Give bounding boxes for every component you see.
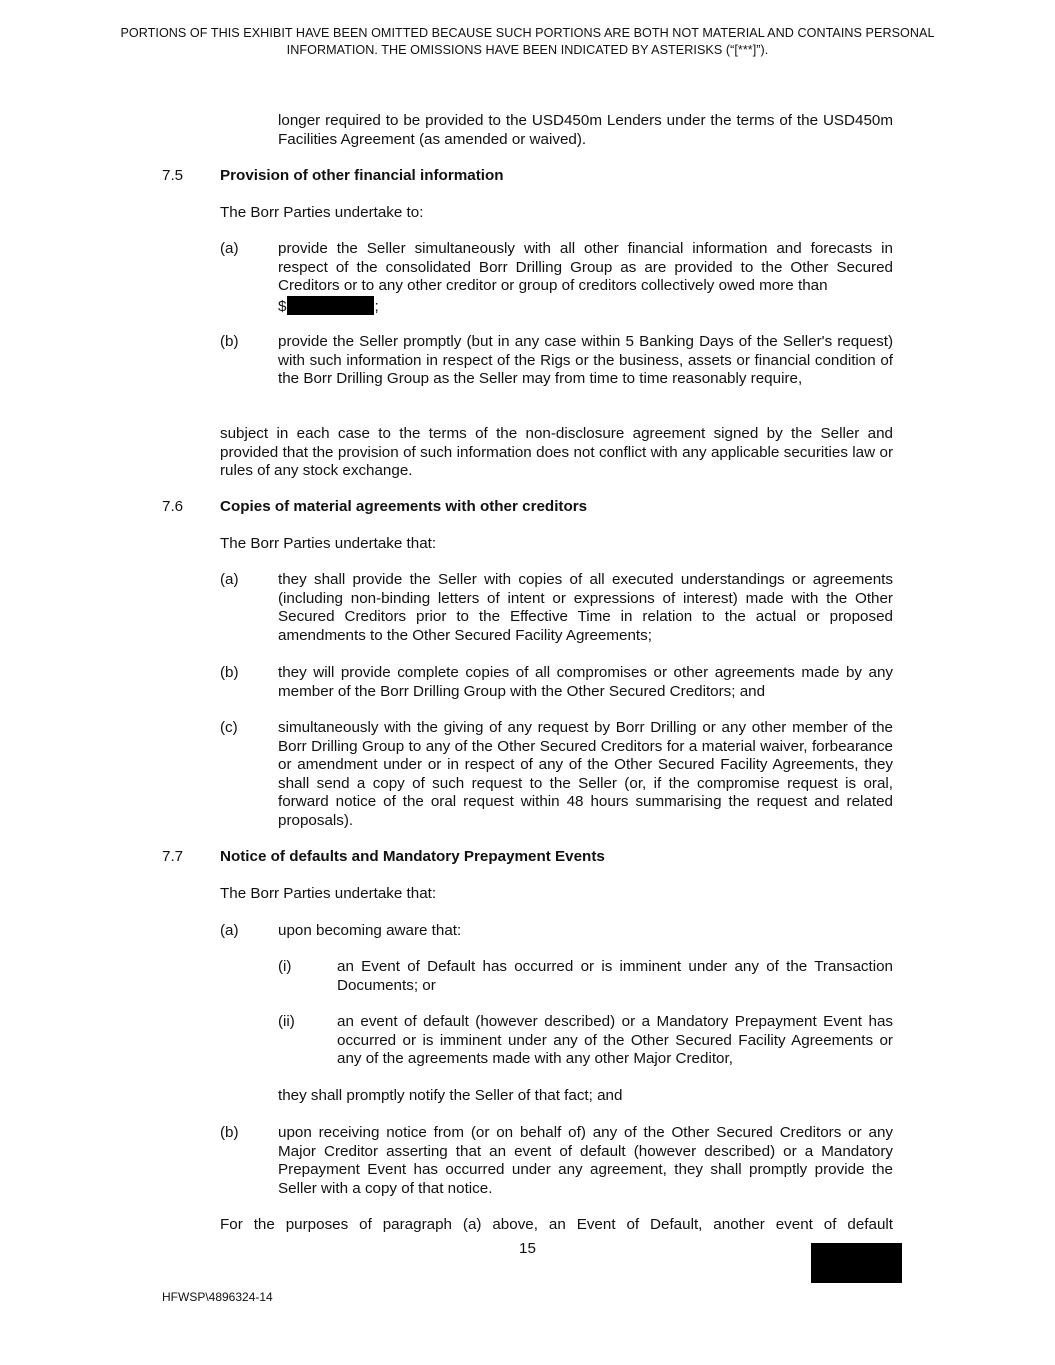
clause-label: (a) <box>220 922 239 939</box>
subclause-paragraph: an Event of Default has occurred or is imminent under any of the Transaction Documents; or <box>337 958 893 994</box>
clause-label: (c) <box>220 719 238 736</box>
section-intro: The Borr Parties undertake that: <box>220 535 437 552</box>
clause-label: (b) <box>220 333 239 350</box>
clause-paragraph <box>278 240 893 316</box>
clause-label: (b) <box>220 664 239 681</box>
section-closing-paragraph: For the purposes of paragraph (a) above, an Event of Default, another event of default <box>220 1216 893 1233</box>
clause-tail: they shall promptly notify the Seller of that fact; and <box>278 1087 623 1104</box>
section-number: 7.7 <box>162 848 184 865</box>
clause-text: provide the Seller simultaneously with all other financial information and forecasts in respect of the consolidated Borr Drilling Group as are provided to the Other Secured Creditors or to any other creditor or group of creditors collectively owed more than <box>278 240 893 295</box>
clause-label: (a) <box>220 571 239 588</box>
section-heading: Copies of material agreements with other creditors <box>220 498 588 515</box>
clause-paragraph: provide the Seller promptly (but in any case within 5 Banking Days of the Seller's request) with such information in respect of the Rigs or the business, assets or financial condition of the Borr Drilling Group as the Seller may from time to time reasonably require, <box>278 333 893 388</box>
page-number: 15 <box>519 1240 536 1257</box>
clause-punctuation: ; <box>374 297 379 315</box>
clause-paragraph: they will provide complete copies of all compromises or other agreements made by any member of the Borr Drilling Group with the Other Secured Creditors; and <box>278 664 893 700</box>
section-heading: Provision of other financial information <box>220 167 504 184</box>
clause-paragraph: simultaneously with the giving of any request by Borr Drilling or any other member of the Borr Drilling Group to any of the Other Secured Creditors for a material waiver, forbearance or amendment under or in respect of any of the Other Secured Facility Agreements, they shall send a copy of such request to the Seller (or, if the compromise request is oral, forward notice of the oral request within 48 hours summarising the request and related proposals). <box>278 719 893 829</box>
omission-notice: PORTIONS OF THIS EXHIBIT HAVE BEEN OMITTED BECAUSE SUCH PORTIONS ARE BOTH NOT MATERIAL AND CONTAINS PERSONAL INFORMATION. THE OMISSIONS HAVE BEEN INDICATED BY ASTERISKS (“[***]”). <box>120 26 935 57</box>
section-closing-paragraph: subject in each case to the terms of the non-disclosure agreement signed by the Seller and provided that the provision of such information does not conflict with any applicable securities law or rules of any stock exchange. <box>220 425 893 480</box>
section-intro: The Borr Parties undertake that: <box>220 885 437 902</box>
section-number: 7.5 <box>162 167 184 184</box>
document-reference: HFWSP\4896324-14 <box>162 1290 273 1304</box>
currency-symbol: $ <box>278 297 287 315</box>
clause-paragraph: they shall provide the Seller with copies of all executed understandings or agreements (including non-binding letters of intent or expressions of interest) made with the Other Secured Creditors prior to the Effective Time in relation to the actual or proposed amendments to the Other Secured Facility Agreements; <box>278 571 893 644</box>
section-intro: The Borr Parties undertake to: <box>220 204 424 221</box>
section-number: 7.6 <box>162 498 184 515</box>
redaction-block <box>287 296 374 315</box>
section-heading: Notice of defaults and Mandatory Prepayment Events <box>220 848 605 865</box>
clause-label: (a) <box>220 240 239 257</box>
subclause-label: (ii) <box>278 1013 295 1030</box>
redaction-block <box>811 1243 902 1283</box>
clause-label: (b) <box>220 1124 239 1141</box>
clause-paragraph: upon becoming aware that: <box>278 922 462 939</box>
clause-paragraph: upon receiving notice from (or on behalf of) any of the Other Secured Creditors or any Major Creditor asserting that an event of default (however described) or a Mandatory Prepayment Event has occurred under any agreement, they shall promptly provide the Seller with a copy of that notice. <box>278 1124 893 1197</box>
subclause-label: (i) <box>278 958 292 975</box>
continuation-paragraph: longer required to be provided to the USD450m Lenders under the terms of the USD450m Facilities Agreement (as amended or waived). <box>278 112 893 148</box>
subclause-paragraph: an event of default (however described) or a Mandatory Prepayment Event has occurred or is imminent under any of the Other Secured Facility Agreements or any of the agreements made with any other Major Creditor, <box>337 1013 893 1068</box>
